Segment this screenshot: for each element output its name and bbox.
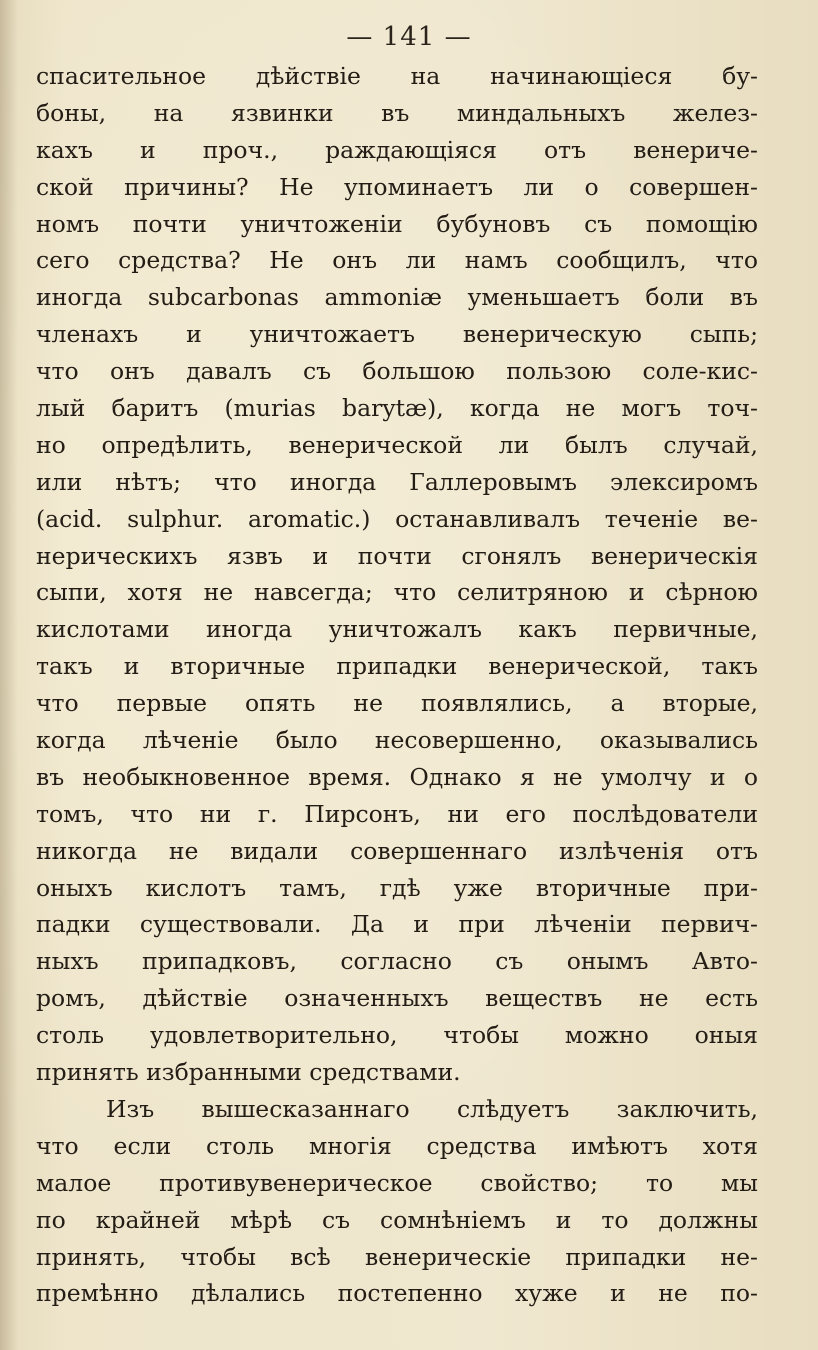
text-line: малое противувенерическое свойство; то мы bbox=[36, 1168, 758, 1197]
text-line: столь удовлетворительно, чтобы можно оныя bbox=[36, 1021, 758, 1050]
paragraph-start-line: Изъ вышесказаннаго слѣдуетъ заключить, bbox=[106, 1094, 758, 1123]
text-line: боны, на язвинки въ миндальныхъ желез- bbox=[36, 98, 758, 127]
text-line: премѣнно дѣлались постепенно хуже и не по- bbox=[36, 1279, 758, 1308]
text-line: сего средства? Не онъ ли намъ сообщилъ, что bbox=[36, 246, 758, 275]
text-line: но опредѣлить, венерической ли былъ случай, bbox=[36, 430, 758, 459]
text-line: сыпи, хотя не навсегда; что селитряною и сѣрною bbox=[36, 578, 758, 607]
text-line: членахъ и уничтожаетъ венерическую сыпь; bbox=[36, 320, 758, 349]
page-number: — 141 — bbox=[346, 22, 472, 52]
text-line: номъ почти уничтоженіи бубуновъ съ помощію bbox=[36, 209, 758, 238]
text-line: оныхъ кислотъ тамъ, гдѣ уже вторичные при- bbox=[36, 873, 758, 902]
text-line: ныхъ припадковъ, согласно съ онымъ Авто- bbox=[36, 947, 758, 976]
text-line: лый баритъ (murias barytæ), когда не могъ точ- bbox=[36, 394, 758, 423]
text-line: по крайней мѣрѣ съ сомнѣніемъ и то должны bbox=[36, 1205, 758, 1234]
text-line: иногда subcarbonas ammoniæ уменьшаетъ боли въ bbox=[36, 283, 758, 312]
body-text bbox=[36, 58, 758, 1312]
text-line: или нѣтъ; что иногда Галлеровымъ элексиромъ bbox=[36, 467, 758, 496]
page-spine-shadow bbox=[0, 0, 18, 1350]
text-line: нерическихъ язвъ и почти сгонялъ венерическія bbox=[36, 541, 758, 570]
text-line: ской причины? Не упоминаетъ ли о совершен- bbox=[36, 172, 758, 201]
text-line: что онъ давалъ съ большою пользою соле-кис- bbox=[36, 357, 758, 386]
text-line: что первые опять не появлялись, а вторые, bbox=[36, 689, 758, 718]
text-line: (acid. sulphur. aromatic.) останавливалъ теченіе ве- bbox=[36, 504, 758, 533]
text-line: принять, чтобы всѣ венерическіе припадки не- bbox=[36, 1242, 758, 1271]
text-line: такъ и вторичные припадки венерической, такъ bbox=[36, 652, 758, 681]
text-line: спасительное дѣйствіе на начинающіеся бу- bbox=[36, 62, 758, 90]
text-line: когда лѣченіе было несовершенно, оказывались bbox=[36, 726, 758, 755]
text-line: ромъ, дѣйствіе означенныхъ веществъ не есть bbox=[36, 984, 758, 1013]
paragraph-end-line: принять избранными средствами. bbox=[36, 1058, 461, 1087]
text-line: томъ, что ни г. Пирсонъ, ни его послѣдователи bbox=[36, 799, 758, 828]
text-line: никогда не видали совершеннаго излѣченія отъ bbox=[36, 836, 758, 865]
text-line: что если столь многія средства имѣютъ хотя bbox=[36, 1131, 758, 1160]
text-line: кахъ и прoч., раждающіяся отъ венериче- bbox=[36, 135, 758, 164]
text-line: падки существовали. Да и при лѣченіи первич- bbox=[36, 910, 758, 939]
text-line: въ необыкновенное время. Однако я не умолчу и о bbox=[36, 762, 758, 791]
text-line: кислотами иногда уничтожалъ какъ первичные, bbox=[36, 615, 758, 644]
